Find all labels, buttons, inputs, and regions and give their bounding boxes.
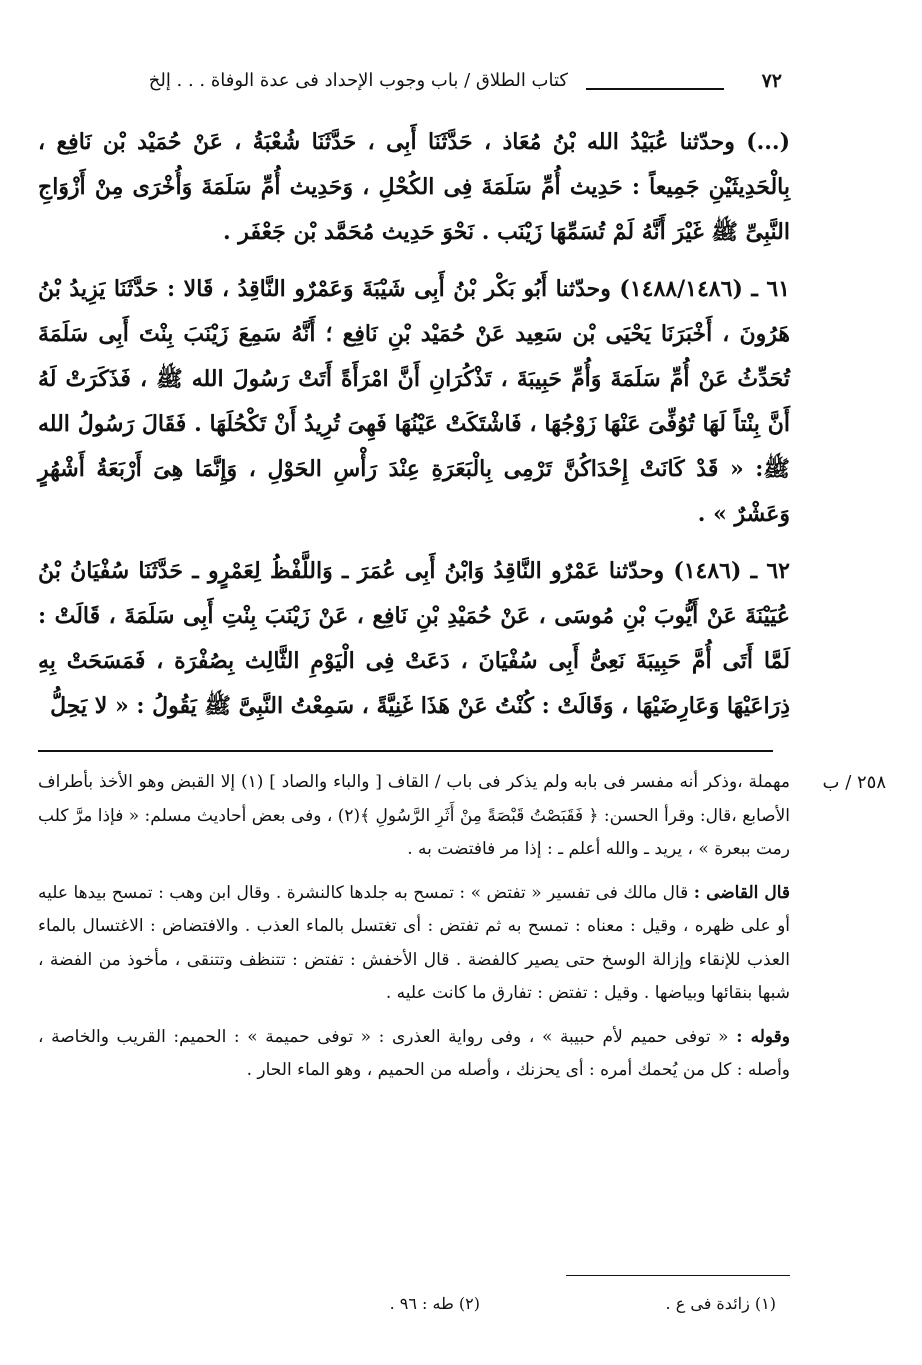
footnote-1: (١) زائدة فى ع . (665, 1294, 776, 1313)
commentary-paragraph-3 (38, 1021, 790, 1088)
commentary-text (38, 766, 790, 1088)
running-header (28, 66, 790, 100)
page-number: ٧٢ (761, 70, 782, 92)
hadith-paragraph-2: ٦١ ـ (١٤٨٨/١٤٨٦) وحدّثنا أَبُو بَكْر بْنُ أَبِى شَيْبَةَ وَعَمْرٌو النَّاقِدُ ، قَالا : حَدَّثَنَا يَزِيدُ بْنُ هَرُونَ ، أَخْبَرَنَا يَحْيَى بْن سَعِيد عَنْ حُمَيْد بْنِ نَافِع ؛ أَنَّهُ سَمِعَ زَيْنَبَ بِنْتَ أَبِى سَلَمَةَ تُحَدِّثُ عَنْ أُمِّ سَلَمَةَ وَأُمِّ حَبِيبَةَ ، تَذْكُرَانِ أَنَّ امْرَأَةً أَتَتْ رَسُولَ الله ﷺ ، فَذَكَرَتْ لَهُ أَنَّ بِنْتاً لَهَا تُوُفِّىَ عَنْهَا زَوْجُهَا ، فَاشْتَكَتْ عَيْنُهَا فَهِىَ تُرِيدُ أَنْ تَكْحُلَهَا . فَقَالَ رَسُولُ الله ﷺ: « قَدْ كَانَتْ إِحْدَاكُنَّ تَرْمِى بِالْبَعَرَةِ عِنْدَ رَأْسِ الحَوْلِ ، وَإِنَّمَا هِىَ أَرْبَعَةُ أَشْهُرٍ وَعَشْرٌ » . (38, 276, 790, 527)
header-rule (586, 88, 724, 90)
commentary-body-2: قال مالك فى تفسير « تفتض » : تمسح به جلدها كالنشرة . وقال ابن وهب : تمسح بيدها عليه أو على ظهره ، وقيل : معناه : تمسح به ثم تفتض : أى تغتسل بالماء العذب . والافتضاض : الاغتسال بالماء العذب للإنقاء وإزالة الوسخ حتى يصير كالفضة . قال الأخفش : تفتض : تتنظف وتتنقى ، مأخوذ من الفضة ، شبها بنقائها وبياضها . وقيل : تفتض : تفارق ما كانت عليه . (38, 882, 790, 1003)
commentary-lead-3: وقوله : (736, 1026, 791, 1047)
hadith-paragraph-1: (...) وحدّثنا عُبَيْدُ الله بْنُ مُعَاذ ، حَدَّثَنَا أَبِى ، حَدَّثَنَا شُعْبَةُ ، عَنْ حُمَيْد بْن نَافِع ، بِالْحَدِيثَيْنِ جَمِيعاً : حَدِيث أُمِّ سَلَمَةَ فِى الكُحْلِ ، وَحَدِيث أُمِّ سَلَمَةَ وَأُخْرَى مِنْ أَزْوَاجِ النَّبِىِّ ﷺ غَيْرَ أَنَّهُ لَمْ تُسَمِّهَا زَيْنَب . نَحْوَ حَدِيث مُحَمَّد بْن جَعْفَر . (38, 129, 790, 245)
commentary-body-3: « توفى حميم لأم حبيبة » ، وفى رواية العذرى : « توفى حميمة » : الحميم: القريب والخاصة ، وأصله : كل من يُحمك أمره : أى يحزنك ، وأصله من الحميم ، وهو الماء الحار . (38, 1026, 790, 1080)
footnote-rule (566, 1275, 790, 1276)
hadith-paragraph-3: ٦٢ ـ (١٤٨٦) وحدّثنا عَمْرٌو النَّاقِدُ وَابْنُ أَبِى عُمَرَ ـ وَاللَّفْظُ لِعَمْرٍو ـ حَدَّثَنَا سُفْيَانُ بْنُ عُيَيْنَةَ عَنْ أَيُّوبَ بْنِ مُوسَى ، عَنْ حُمَيْدِ بْنِ نَافِع ، عَنْ زَيْنَبَ بِنْتِ أَبِى سَلَمَةَ ، قَالَتْ : لَمَّا أَتَى أُمَّ حَبِيبَةَ نَعِىُّ أَبِى سُفْيَانَ ، دَعَتْ فِى الْيَوْمِ الثَّالِث بِصُفْرَة ، فَمَسَحَتْ بِهِ ذِرَاعَيْهَا وَعَارِضَيْهَا ، وَقَالَتْ : كُنْتُ عَنْ هَذَا غَنِيَّةً ، سَمِعْتُ النَّبِىَّ ﷺ يَقُولُ : « لا يَحِلُّ (38, 558, 790, 719)
manuscript-folio-ref: ٢٥٨ / ب (822, 772, 886, 793)
hadith-text (38, 120, 790, 729)
footnote-2: (٢) طه : ٩٦ . (389, 1294, 480, 1313)
section-divider (38, 750, 773, 752)
chapter-title: كتاب الطلاق / باب وجوب الإحداد فى عدة الوفاة . . . إلخ (148, 70, 568, 91)
commentary-paragraph-2 (38, 877, 790, 1011)
commentary-paragraph-1: مهملة ،وذكر أنه مفسر فى بابه ولم يذكر فى باب / القاف [ والباء والصاد ] (١) إلا القبض وهو الأخذ بأطراف الأصابع ،قال: وقرأ الحسن: ﴿ فَقَبَصْتُ قَبْصَةً مِنْ أَثَرِ الرَّسُولِ ﴾(٢) ، وفى بعض أحاديث مسلم: « فإذا مرَّ كلب رمت ببعرة » ، يريد ـ والله أعلم ـ : إذا مر فافتضت به . (38, 772, 791, 859)
commentary-lead-2: قال القاضى : (693, 882, 790, 903)
